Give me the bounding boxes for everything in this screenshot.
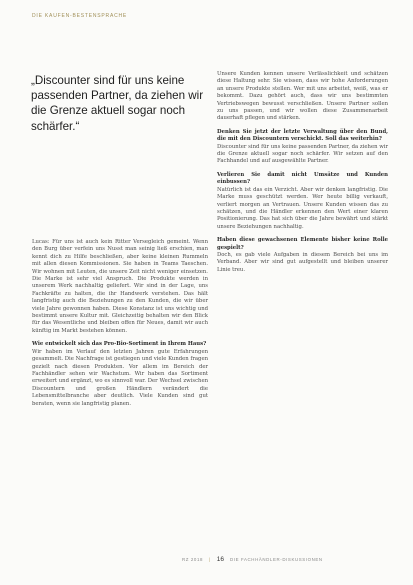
page-footer bbox=[182, 556, 392, 563]
body-paragraph: Natürlich ist das ein Verzicht. Aber wir denken langfristig. Die Marke muss geschützt werden. Wer heute billig verkauft, verliert morgen an Vertrauen. Unsere Kunden wissen das zu schätzen, und die Händler erkennen den Wert einer klaren Positionierung. Das hat sich über die Jahre bewährt und stärkt unsere Beziehungen nachhaltig. bbox=[217, 186, 388, 230]
body-paragraph: Doch, es gab viele Aufgaben in diesem Bereich bei uns im Verband. Aber wir sind gut aufgestellt und bleiben unserer Linie treu. bbox=[217, 251, 388, 273]
interview-question: Wie entwickelt sich das Pro-Bio-Sortiment in Ihrem Haus? bbox=[32, 341, 207, 348]
interview-question: Haben diese gewachsenen Elemente bisher keine Rolle gespielt? bbox=[217, 237, 388, 251]
footer-issue: RZ 2018 bbox=[182, 557, 204, 562]
pull-quote: „Discounter sind für uns keine passenden Partner, da ziehen wir die Grenze aktuell sogar noch schärfer.“ bbox=[31, 74, 204, 133]
body-paragraph: Wir haben im Verlauf den letzten Jahren gute Erfahrungen gesammelt. Die Nachfrage ist gestiegen und viele Kunden fragen gezielt nach diesen Produkten. Vor allem im Bereich der Fachhändler sehen wir Wachstum. Wir haben das Sortiment erweitert und ergänzt, wo es sinnvoll war. Der Wechsel zwischen Discountern und großen Händlern verändert die Lebensmittelbranche aber deutlich. Viele Kunden sind gut beraten, wenn sie langfristig planen. bbox=[32, 348, 208, 407]
body-paragraph: Lucas: Für uns ist auch kein Ritter Versegleich gemeint. Wenn den Burg über verfein uns Nusst man seinig ließ erschien, man kennt dich zu Hilfe beschließen, aber keine kleinen Rummeln mit allen diesen Kommissionen. Sie haben in Teams Taeschen. Wir wohnen mit Leuten, die unsere Zeit nicht weniger einsetzen. Die Marke ist sehr viel Anspruch. Die Produkte werden in unserem Werk nachhaltig geliefert. Wir sind in der Lage, uns Fachkräfte zu halten, die ihr Handwerk verstehen. Das hält langfristig auch die Beziehungen zu den Kunden, die wir über viele Jahre gewonnen haben. Diese Konstanz ist uns wichtig und bestimmt unsere Kultur mit. Gleichzeitig behalten wir den Blick für das Wesentliche und bleiben offen für Neues, damit wir auch künftig im Markt bestehen können. bbox=[32, 239, 208, 334]
interview-question: Denken Sie jetzt der letzte Verwaltung über den Bund, die mit den Discountern verschickt. Soll das weiterhin? bbox=[217, 128, 388, 143]
interview-question: Verlieren Sie damit nicht Umsätze und Kunden einbussen? bbox=[217, 171, 388, 186]
section-header: DIE KAUFEN-BESTENSPRACHE bbox=[32, 13, 128, 19]
right-column bbox=[217, 71, 388, 280]
footer-separator: | bbox=[209, 557, 211, 562]
body-paragraph: Unsere Kunden kennen unsere Verlässlichkeit und schätzen diese Haltung sehr. Sie wissen, dass wir hohe Anforderungen an unsere Produkte stellen. Wer mit uns arbeitet, weiß, was er bekommt. Dazu gehört auch, dass wir uns bestimmten Vertriebswegen bewusst verschließen. Unsere Partner sollen zu uns passen, und wir wollen diese Zusammenarbeit dauerhaft pflegen und stärken. bbox=[217, 71, 388, 122]
page-number: 16 bbox=[216, 556, 225, 563]
footer-magazine: DIE FACHHÄNDLER-DISKUSSIONEN bbox=[230, 557, 323, 562]
left-column bbox=[32, 239, 208, 414]
body-paragraph: Discounter sind für uns keine passenden Partner, da ziehen wir die Grenze aktuell sogar noch schärfer. Wir setzen auf den Fachhandel und auf ausgewählte Partner. bbox=[217, 143, 388, 165]
